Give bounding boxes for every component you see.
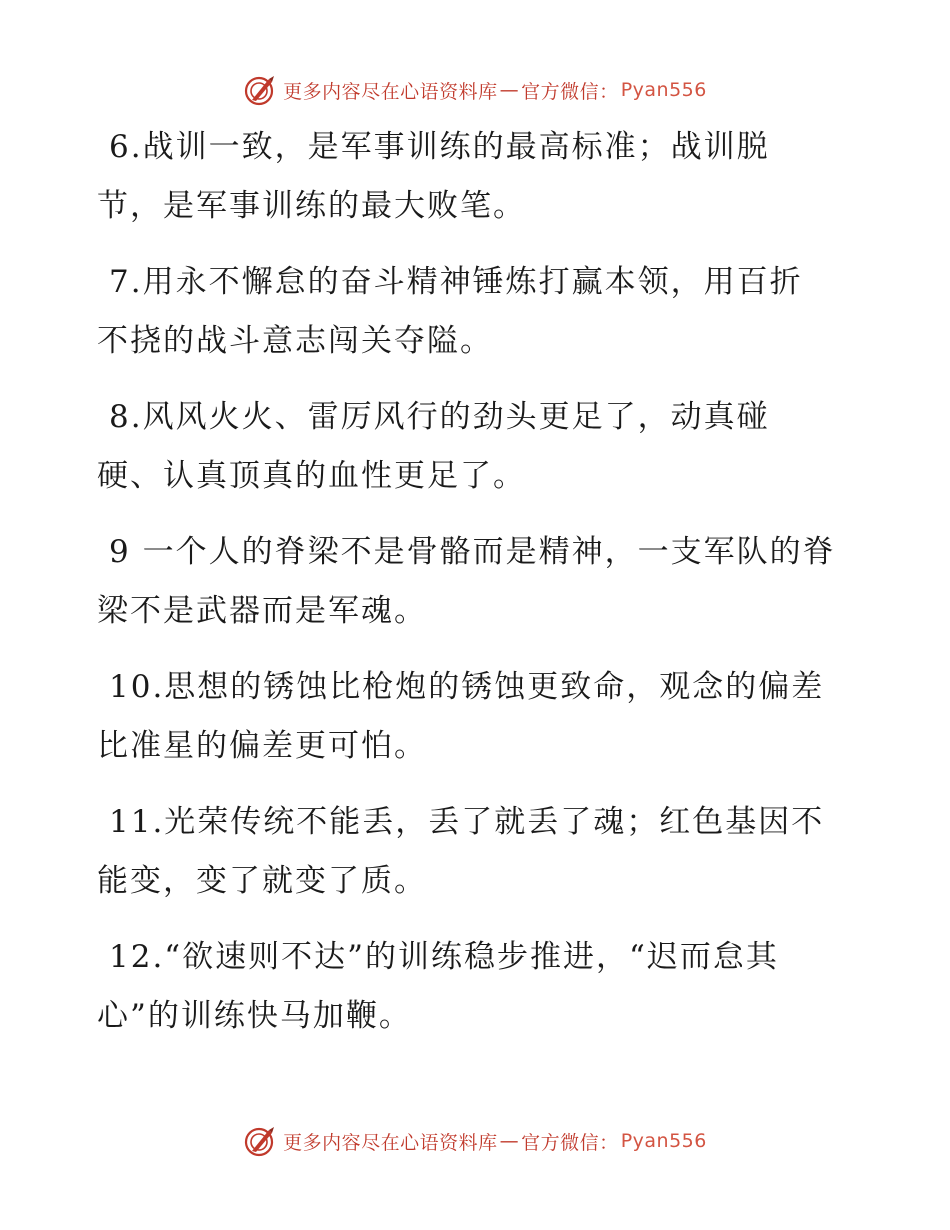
quote-line: 11.光荣传统不能丢，丢了就丢了魂；红色基因不	[109, 804, 825, 840]
brand-separator: —	[499, 1130, 520, 1152]
quote-line: 9 一个人的脊梁不是骨骼而是精神，一支军队的脊	[109, 534, 836, 570]
brand-separator: —	[499, 79, 520, 101]
quote-line: 6.战训一致，是军事训练的最高标准；战训脱	[109, 129, 770, 165]
quote-line: 硬、认真顶真的血性更足了。	[97, 458, 526, 494]
quote-line: 7.用永不懈怠的奋斗精神锤炼打赢本领，用百折	[109, 264, 803, 300]
footer-watermark	[0, 1121, 950, 1161]
quote-item	[97, 388, 867, 506]
wechat-label: 官方微信：	[521, 80, 619, 103]
red-quill-seal-icon	[243, 73, 277, 107]
red-quill-seal-icon	[243, 1124, 277, 1158]
wechat-id: Pyan556	[620, 79, 707, 101]
wechat-id: Pyan556	[620, 1130, 707, 1152]
quote-item	[97, 253, 867, 371]
quote-item	[97, 523, 867, 641]
quote-line: 不挠的战斗意志闯关夺隘。	[97, 323, 493, 359]
quote-line: 梁不是武器而是军魂。	[97, 593, 427, 629]
brand-site-name: 更多内容尽在心语资料库	[283, 80, 498, 103]
quote-line: 10.思想的锈蚀比枪炮的锈蚀更致命，观念的偏差	[109, 669, 825, 705]
quote-line: 能变，变了就变了质。	[97, 863, 427, 899]
wechat-label: 官方微信：	[521, 1131, 619, 1154]
quote-line: 节，是军事训练的最大败笔。	[97, 188, 526, 224]
quote-item	[97, 118, 867, 236]
quote-line: 比准星的偏差更可怕。	[97, 728, 427, 764]
quote-list	[97, 118, 867, 1063]
quote-line: 8.风风火火、雷厉风行的劲头更足了，动真碰	[109, 399, 770, 435]
brand-site-name: 更多内容尽在心语资料库	[283, 1131, 498, 1154]
quote-item	[97, 793, 867, 911]
quote-item	[97, 658, 867, 776]
quote-line: 心”的训练快马加鞭。	[97, 998, 412, 1034]
quote-line: 12.“欲速则不达”的训练稳步推进，“迟而怠其	[109, 939, 779, 975]
header-watermark	[0, 70, 950, 110]
quote-item	[97, 928, 867, 1046]
